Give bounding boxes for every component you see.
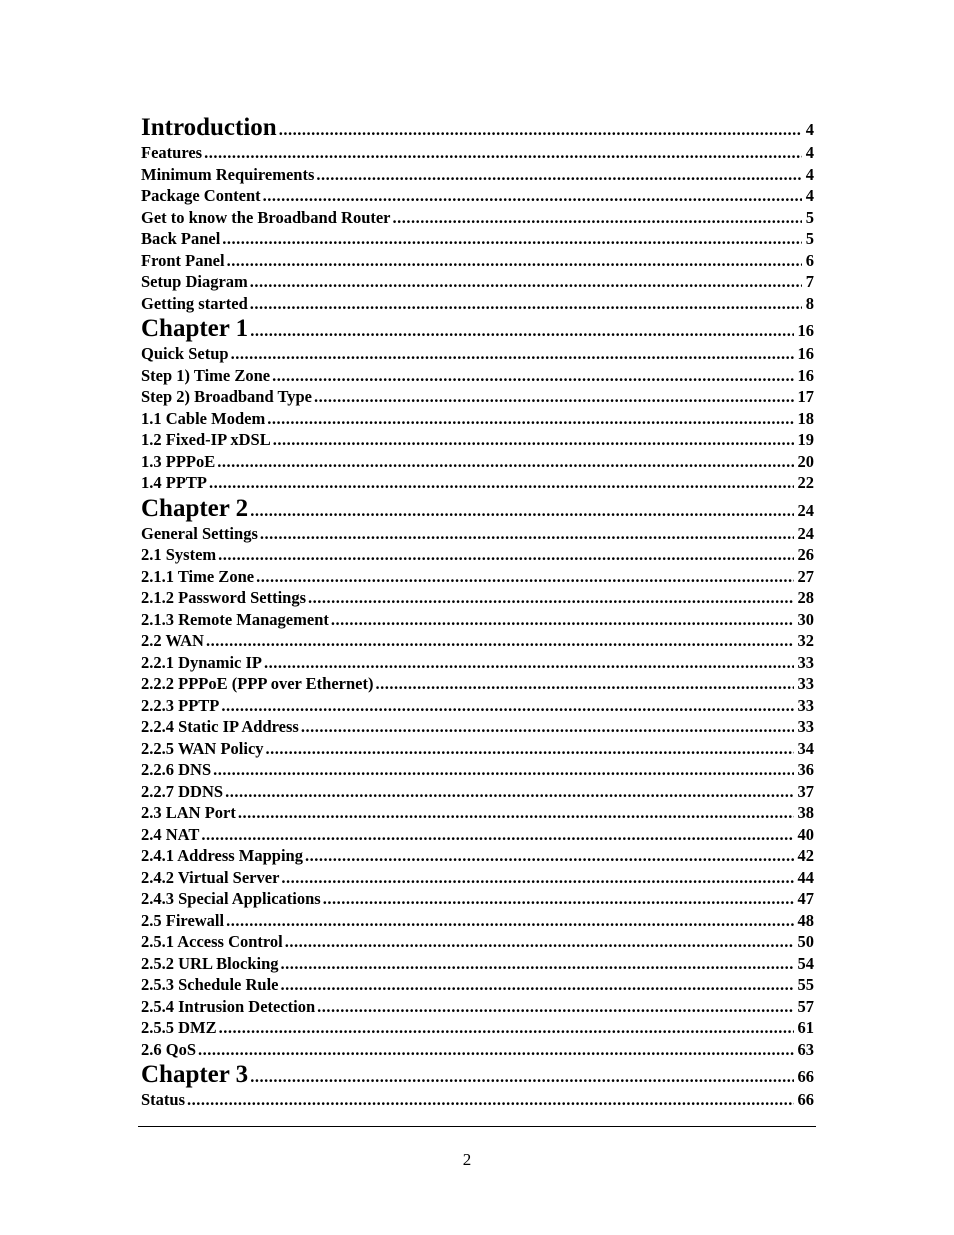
dot-leader xyxy=(201,824,793,846)
page-number: 2 xyxy=(462,1150,472,1169)
dot-leader xyxy=(314,386,793,408)
dot-leader xyxy=(218,544,793,566)
toc-section-entry[interactable] xyxy=(141,867,814,889)
toc-entry-page: 4 xyxy=(805,164,814,184)
toc-entry-title: 1.1 Cable Modem xyxy=(141,408,266,428)
toc-section-entry[interactable] xyxy=(141,953,814,975)
toc-section-entry[interactable] xyxy=(141,910,814,932)
toc-entry-page: 17 xyxy=(797,387,814,406)
toc-entry-title: Status xyxy=(141,1090,186,1109)
toc-section-entry[interactable] xyxy=(141,609,814,631)
toc-entry-page: 7 xyxy=(805,272,814,291)
dot-leader xyxy=(266,738,794,760)
dot-leader xyxy=(187,1089,793,1111)
toc-entry-page: 5 xyxy=(805,207,814,227)
dot-leader xyxy=(250,316,793,343)
toc-entry-page: 55 xyxy=(797,975,814,994)
toc-section-entry[interactable] xyxy=(141,408,814,430)
toc-entry-page: 4 xyxy=(805,143,814,162)
toc-entry-page: 24 xyxy=(797,500,814,520)
dot-leader xyxy=(250,496,793,523)
toc-entry-title: 2.5.3 Schedule Rule xyxy=(141,975,279,994)
toc-section-entry[interactable] xyxy=(141,738,814,760)
toc-entry-page: 44 xyxy=(797,867,814,887)
toc-section-entry[interactable] xyxy=(141,451,814,473)
toc-entry-title: 2.2.6 DNS xyxy=(141,760,212,779)
dot-leader xyxy=(260,523,794,545)
toc-section-entry[interactable] xyxy=(141,845,814,867)
toc-section-entry[interactable] xyxy=(141,802,814,824)
dot-leader xyxy=(281,974,794,996)
toc-section-entry[interactable] xyxy=(141,207,814,229)
toc-entry-page: 32 xyxy=(797,631,814,650)
toc-section-entry[interactable] xyxy=(141,652,814,674)
toc-section-entry[interactable] xyxy=(141,931,814,953)
toc-entry-title: 2.1.3 Remote Management xyxy=(141,609,329,629)
toc-entry-title: 2.4 NAT xyxy=(141,824,200,844)
dot-leader xyxy=(238,802,794,824)
dot-leader xyxy=(204,142,802,164)
toc-entry-title: Getting started xyxy=(141,293,248,313)
toc-entry-title: 1.3 PPPoE xyxy=(141,451,216,471)
toc-entry-page: 28 xyxy=(797,588,814,607)
toc-entry-page: 38 xyxy=(797,803,814,822)
toc-entry-page: 16 xyxy=(797,344,814,363)
toc-entry-title: 2.2.2 PPPoE (PPP over Ethernet) xyxy=(141,674,374,693)
dot-leader xyxy=(250,271,802,293)
toc-section-entry[interactable] xyxy=(141,630,814,652)
toc-entry-title: Step 2) Broadband Type xyxy=(141,387,313,406)
dot-leader xyxy=(209,472,794,494)
toc-entry-page: 5 xyxy=(805,229,814,248)
dot-leader xyxy=(331,609,794,631)
toc-entry-title: General Settings xyxy=(141,523,258,543)
dot-leader xyxy=(213,759,793,781)
dot-leader xyxy=(206,630,794,652)
toc-entry-title: 2.2.1 Dynamic IP xyxy=(141,652,262,672)
toc-entry-page: 19 xyxy=(797,430,814,449)
toc-entry-title: 2.2.4 Static IP Address xyxy=(141,717,299,736)
toc-entry-page: 54 xyxy=(797,953,814,973)
dot-leader xyxy=(263,185,802,207)
dot-leader xyxy=(221,695,793,717)
toc-entry-title: 2.6 QoS xyxy=(141,1039,197,1059)
toc-entry-page: 24 xyxy=(797,523,814,543)
toc-section-entry[interactable] xyxy=(141,365,814,387)
toc-section-entry[interactable] xyxy=(141,142,814,164)
dot-leader xyxy=(308,587,793,609)
toc-entry-title: 1.2 Fixed-IP xDSL xyxy=(141,430,271,449)
toc-entry-title: 2.5.5 DMZ xyxy=(141,1018,217,1037)
dot-leader xyxy=(250,293,802,315)
toc-section-entry[interactable] xyxy=(141,1089,814,1111)
toc-section-entry[interactable] xyxy=(141,472,814,494)
toc-entry-page: 4 xyxy=(805,120,814,139)
dot-leader xyxy=(285,931,794,953)
dot-leader xyxy=(219,1017,794,1039)
toc-entry-title: 2.5 Firewall xyxy=(141,910,225,930)
toc-entry-page: 16 xyxy=(797,321,814,340)
dot-leader xyxy=(256,566,793,588)
toc-entry-title: 2.1.2 Password Settings xyxy=(141,588,307,607)
toc-entry-title: Get to know the Broadband Router xyxy=(141,207,391,227)
toc-entry-page: 61 xyxy=(797,1018,814,1037)
toc-chapter-entry[interactable] xyxy=(141,314,814,343)
dot-leader xyxy=(317,996,793,1018)
dot-leader xyxy=(272,365,793,387)
toc-chapter-entry[interactable] xyxy=(141,113,814,142)
toc-section-entry[interactable] xyxy=(141,974,814,996)
dot-leader xyxy=(250,1062,793,1089)
table-of-contents xyxy=(141,113,814,1111)
toc-entry-page: 33 xyxy=(797,674,814,693)
dot-leader xyxy=(198,1039,793,1061)
toc-section-entry[interactable] xyxy=(141,566,814,588)
toc-section-entry[interactable] xyxy=(141,1017,814,1039)
toc-section-entry[interactable] xyxy=(141,250,814,272)
dot-leader xyxy=(375,673,793,695)
toc-entry-page: 57 xyxy=(797,996,814,1016)
toc-entry-title: 2.5.4 Intrusion Detection xyxy=(141,996,316,1016)
dot-leader xyxy=(393,207,802,229)
toc-entry-page: 37 xyxy=(797,781,814,801)
toc-entry-title: Chapter 2 xyxy=(141,494,249,522)
toc-section-entry[interactable] xyxy=(141,996,814,1018)
toc-entry-page: 66 xyxy=(797,1067,814,1086)
dot-leader xyxy=(305,845,794,867)
toc-entry-page: 6 xyxy=(805,250,814,270)
dot-leader xyxy=(226,910,793,932)
dot-leader xyxy=(222,228,801,250)
toc-entry-page: 36 xyxy=(797,760,814,779)
toc-entry-page: 33 xyxy=(797,695,814,715)
toc-entry-title: Chapter 1 xyxy=(141,315,249,342)
toc-entry-page: 16 xyxy=(797,365,814,385)
toc-entry-page: 4 xyxy=(805,186,814,205)
toc-entry-page: 66 xyxy=(797,1090,814,1109)
toc-entry-title: 2.5.2 URL Blocking xyxy=(141,953,279,973)
toc-entry-page: 27 xyxy=(797,566,814,586)
toc-entry-title: 2.2.7 DDNS xyxy=(141,781,224,801)
toc-section-entry[interactable] xyxy=(141,695,814,717)
toc-section-entry[interactable] xyxy=(141,673,814,695)
toc-entry-title: Front Panel xyxy=(141,250,225,270)
toc-entry-page: 33 xyxy=(797,717,814,736)
toc-section-entry[interactable] xyxy=(141,888,814,910)
toc-entry-title: 2.2 WAN xyxy=(141,631,204,650)
toc-section-entry[interactable] xyxy=(141,228,814,250)
toc-section-entry[interactable] xyxy=(141,386,814,408)
toc-entry-title: Step 1) Time Zone xyxy=(141,365,271,385)
dot-leader xyxy=(227,250,802,272)
toc-entry-title: Package Content xyxy=(141,186,261,205)
toc-entry-title: Quick Setup xyxy=(141,344,229,363)
toc-chapter-entry[interactable] xyxy=(141,494,814,523)
dot-leader xyxy=(264,652,794,674)
toc-section-entry[interactable] xyxy=(141,759,814,781)
toc-entry-title: Introduction xyxy=(141,114,277,141)
dot-leader xyxy=(217,451,793,473)
dot-leader xyxy=(301,716,794,738)
toc-chapter-entry[interactable] xyxy=(141,1060,814,1089)
toc-entry-title: 2.5.1 Access Control xyxy=(141,932,283,951)
dot-leader xyxy=(323,888,794,910)
toc-entry-title: 1.4 PPTP xyxy=(141,473,207,492)
toc-entry-title: 2.3 LAN Port xyxy=(141,803,236,822)
toc-section-entry[interactable] xyxy=(141,716,814,738)
toc-entry-page: 40 xyxy=(797,824,814,844)
toc-entry-title: Chapter 3 xyxy=(141,1061,249,1088)
footer-divider xyxy=(138,1126,816,1127)
dot-leader xyxy=(273,429,794,451)
toc-entry-title: Features xyxy=(141,143,203,162)
toc-entry-page: 20 xyxy=(797,451,814,471)
toc-entry-page: 33 xyxy=(797,652,814,672)
dot-leader xyxy=(231,343,794,365)
toc-entry-page: 48 xyxy=(797,910,814,930)
toc-entry-title: Back Panel xyxy=(141,229,221,248)
toc-section-entry[interactable] xyxy=(141,343,814,365)
toc-entry-title: Minimum Requirements xyxy=(141,164,315,184)
toc-entry-page: 34 xyxy=(797,738,814,758)
toc-entry-title: 2.2.5 WAN Policy xyxy=(141,738,264,758)
toc-entry-title: 2.4.3 Special Applications xyxy=(141,889,321,908)
toc-entry-page: 18 xyxy=(797,408,814,428)
dot-leader xyxy=(281,867,793,889)
toc-entry-title: 2.4.2 Virtual Server xyxy=(141,867,280,887)
toc-entry-title: 2.4.1 Address Mapping xyxy=(141,846,303,865)
toc-section-entry[interactable] xyxy=(141,293,814,315)
dot-leader xyxy=(267,408,793,430)
dot-leader xyxy=(316,164,801,186)
toc-entry-page: 63 xyxy=(797,1039,814,1059)
toc-entry-title: Setup Diagram xyxy=(141,272,248,291)
toc-entry-page: 50 xyxy=(797,932,814,951)
toc-entry-page: 22 xyxy=(797,473,814,492)
toc-section-entry[interactable] xyxy=(141,271,814,293)
dot-leader xyxy=(279,115,802,142)
toc-entry-page: 26 xyxy=(797,545,814,564)
toc-entry-page: 30 xyxy=(797,609,814,629)
toc-entry-page: 8 xyxy=(805,293,814,313)
toc-entry-page: 42 xyxy=(797,846,814,865)
toc-section-entry[interactable] xyxy=(141,544,814,566)
dot-leader xyxy=(281,953,794,975)
toc-section-entry[interactable] xyxy=(141,523,814,545)
toc-section-entry[interactable] xyxy=(141,781,814,803)
toc-entry-title: 2.1 System xyxy=(141,545,217,564)
toc-section-entry[interactable] xyxy=(141,429,814,451)
toc-section-entry[interactable] xyxy=(141,824,814,846)
toc-entry-title: 2.2.3 PPTP xyxy=(141,695,220,715)
toc-section-entry[interactable] xyxy=(141,587,814,609)
toc-section-entry[interactable] xyxy=(141,1039,814,1061)
toc-entry-page: 47 xyxy=(797,889,814,908)
dot-leader xyxy=(225,781,793,803)
toc-entry-title: 2.1.1 Time Zone xyxy=(141,566,255,586)
toc-section-entry[interactable] xyxy=(141,185,814,207)
toc-section-entry[interactable] xyxy=(141,164,814,186)
